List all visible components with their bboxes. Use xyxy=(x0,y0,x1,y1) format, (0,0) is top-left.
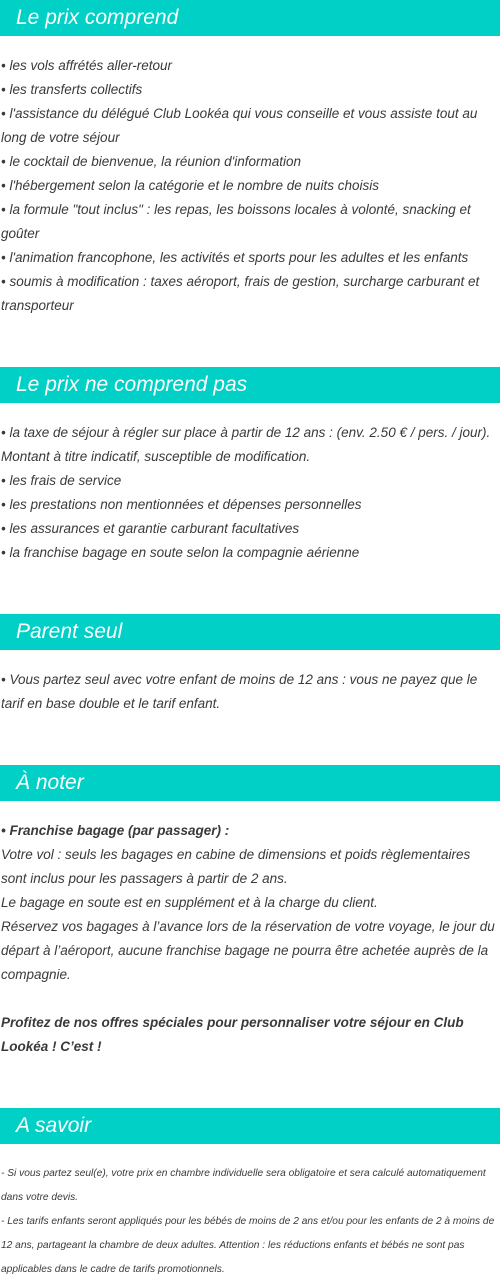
list-item: • la franchise bagage en soute selon la compagnie aérienne xyxy=(1,545,360,560)
list-item: • les assurances et garantie carburant facultatives xyxy=(1,521,300,536)
section-to-know xyxy=(0,1108,500,1282)
paragraph: Votre vol : seuls les bagages en cabine de dimensions et poids règlementaires sont inclus pour les passagers à partir de 2 ans. xyxy=(1,847,471,886)
list-item: • les frais de service xyxy=(1,473,122,488)
list-item: • l'hébergement selon la catégorie et le nombre de nuits choisis xyxy=(1,178,380,193)
list-item: • l'animation francophone, les activités et sports pour les adultes et les enfants xyxy=(1,250,469,265)
paragraph: Le bagage en soute est en supplément et à la charge du client. xyxy=(1,895,378,910)
list-item: • la formule "tout inclus" : les repas, les boissons locales à volonté, snacking et goûter xyxy=(1,202,471,241)
section-price-includes xyxy=(0,0,500,318)
section-title: A savoir xyxy=(0,1108,500,1144)
list-item: • les vols affrétés aller-retour xyxy=(1,58,173,73)
section-single-parent xyxy=(0,614,500,716)
section-title: À noter xyxy=(0,765,500,801)
paragraph: Réservez vos bagages à l’avance lors de la réservation de votre voyage, le jour du départ à l’aéroport, aucune franchise bagage ne pourra être achetée auprès de la compagnie. xyxy=(1,919,495,982)
section-title: Le prix comprend xyxy=(0,0,500,36)
section-body xyxy=(0,819,500,1059)
section-title: Parent seul xyxy=(0,614,500,650)
note-item: - Les tarifs enfants seront appliqués pour les bébés de moins de 2 ans et/ou pour les enfants de 2 à moins de 12 ans, partageant la chambre de deux adultes. Attention : les réductions enfants et bébés ne sont pas applicables dans le cadre de tarifs promotionnels. xyxy=(1,1216,495,1275)
list-item: • la taxe de séjour à régler sur place à partir de 12 ans : (env. 2.50 € / pers. / jour). Montant à titre indicatif, susceptible de modification. xyxy=(1,425,491,464)
note-item: - Si vous partez seul(e), votre prix en chambre individuelle sera obligatoire et sera calculé automatiquement dans votre devis. xyxy=(1,1168,486,1203)
section-title: Le prix ne comprend pas xyxy=(0,367,500,403)
list-item: • le cocktail de bienvenue, la réunion d'information xyxy=(1,154,301,169)
list-item: • les transferts collectifs xyxy=(1,82,143,97)
list-item: • soumis à modification : taxes aéroport, frais de gestion, surcharge carburant et transporteur xyxy=(1,274,480,313)
section-body xyxy=(0,1162,500,1282)
baggage-heading: • Franchise bagage (par passager) : xyxy=(1,823,230,838)
list-item: • l'assistance du délégué Club Lookéa qui vous conseille et vous assiste tout au long de votre séjour xyxy=(1,106,478,145)
section-note xyxy=(0,765,500,1059)
section-price-excludes xyxy=(0,367,500,565)
section-body xyxy=(0,668,500,716)
list-item: • les prestations non mentionnées et dépenses personnelles xyxy=(1,497,362,512)
spacer xyxy=(1,987,496,1011)
list-item: • Vous partez seul avec votre enfant de moins de 12 ans : vous ne payez que le tarif en base double et le tarif enfant. xyxy=(1,672,478,711)
promo-text: Profitez de nos offres spéciales pour personnaliser votre séjour en Club Lookéa ! C’est ! xyxy=(1,1015,464,1054)
section-body xyxy=(0,54,500,318)
section-body xyxy=(0,421,500,565)
